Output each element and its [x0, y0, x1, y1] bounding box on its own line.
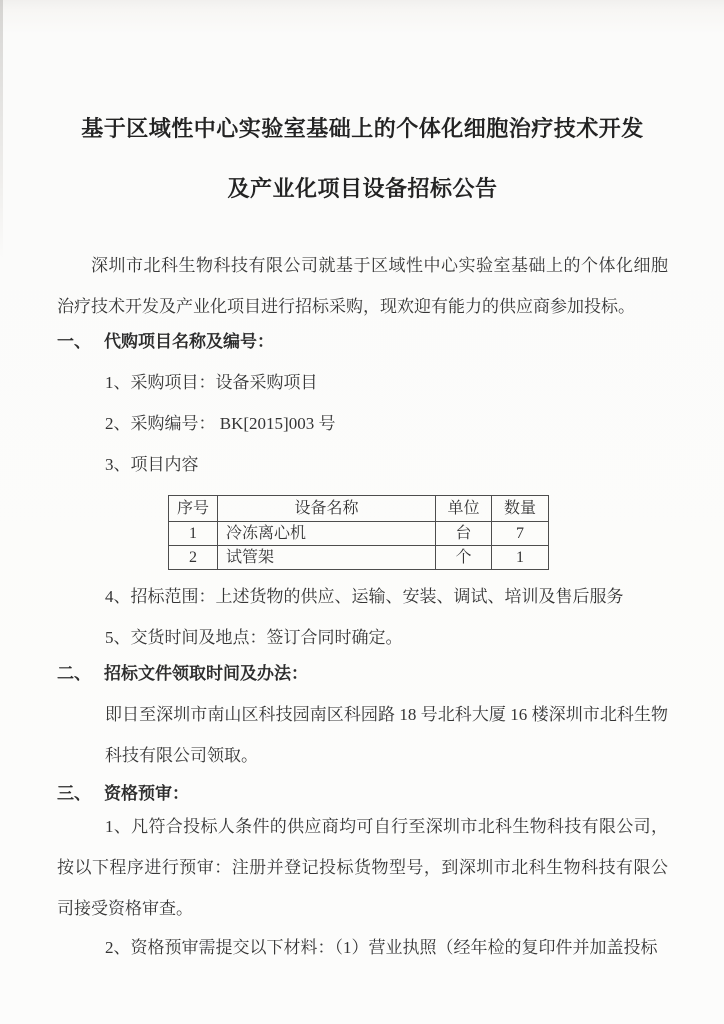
table-header-unit: 单位 — [436, 496, 492, 522]
table-row — [169, 522, 549, 546]
table-cell-unit: 台 — [436, 522, 492, 546]
table-cell-seq: 2 — [169, 546, 218, 570]
section-3-paragraph-1: 1、凡符合投标人条件的供应商均可自行至深圳市北科生物科技有限公司，按以下程序进行预审：注册并登记投标货物型号，到深圳市北科生物科技有限公司接受资格审查。 — [57, 817, 668, 918]
table-cell-seq: 1 — [169, 522, 218, 546]
section-1-number: 一、 — [57, 332, 91, 351]
equipment-table-head — [169, 496, 549, 522]
equipment-table-body — [169, 522, 549, 570]
section-1-heading — [57, 321, 668, 362]
title-line-1: 基于区域性中心实验室基础上的个体化细胞治疗技术开发 — [81, 116, 644, 141]
list-item-procurement-project: 1、采购项目：设备采购项目 — [105, 373, 318, 392]
table-cell-qty: 7 — [492, 522, 549, 546]
table-cell-name: 冷冻离心机 — [218, 522, 436, 546]
section-3-title: 资格预审： — [104, 784, 189, 803]
table-row — [169, 546, 549, 570]
section-3-number: 三、 — [57, 784, 91, 803]
table-header-name: 设备名称 — [218, 496, 436, 522]
table-header-row — [169, 496, 549, 522]
table-cell-qty: 1 — [492, 546, 549, 570]
title-line-2: 及产业化项目设备招标公告 — [227, 176, 498, 201]
section-2-title: 招标文件领取时间及办法： — [104, 664, 308, 683]
table-header-qty: 数量 — [492, 496, 549, 522]
table-header-seq: 序号 — [169, 496, 218, 522]
list-item-delivery: 5、交货时间及地点：签订合同时确定。 — [105, 628, 403, 647]
list-item-procurement-number: 2、采购编号： BK[2015]003 号 — [105, 414, 336, 433]
table-cell-unit: 个 — [436, 546, 492, 570]
intro-paragraph: 深圳市北科生物科技有限公司就基于区域性中心实验室基础上的个体化细胞治疗技术开发及产业化项目进行招标采购，现欢迎有能力的供应商参加投标。 — [57, 256, 668, 316]
section-2-body: 即日至深圳市南山区科技园南区科园路 18 号北科大厦 16 楼深圳市北科生物科技有限公司领取。 — [105, 705, 668, 765]
table-cell-name: 试管架 — [218, 546, 436, 570]
list-item-bid-scope: 4、招标范围：上述货物的供应、运输、安装、调试、培训及售后服务 — [105, 587, 624, 606]
section-2-number: 二、 — [57, 664, 91, 683]
section-3-paragraph-2: 2、资格预审需提交以下材料：（1）营业执照（经年检的复印件并加盖投标 — [105, 938, 658, 957]
document-title — [57, 99, 668, 219]
section-2-heading — [57, 653, 668, 694]
list-item-project-content: 3、项目内容 — [105, 455, 199, 474]
equipment-table — [168, 495, 549, 570]
section-1-title: 代购项目名称及编号： — [104, 332, 274, 351]
